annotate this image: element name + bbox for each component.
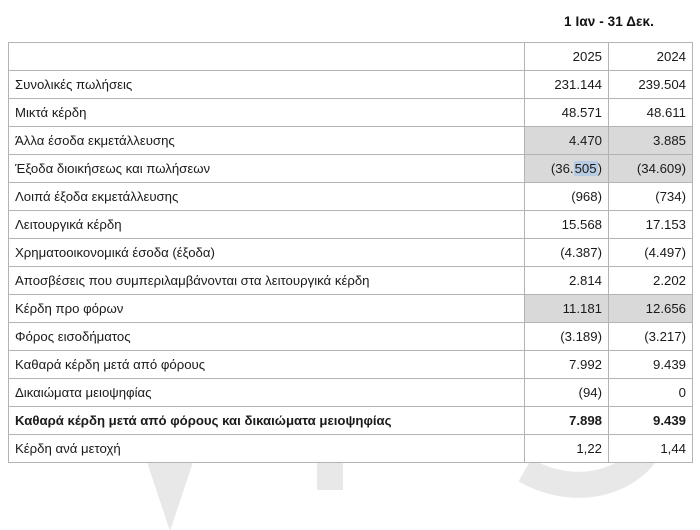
- period-header: [0, 0, 700, 42]
- row-label[interactable]: Έξοδα διοικήσεως και πωλήσεων: [9, 155, 525, 183]
- cell-2024[interactable]: 48.611: [609, 99, 693, 127]
- table-header-row: [9, 43, 693, 71]
- table-row[interactable]: [9, 99, 693, 127]
- cell-2024[interactable]: 2.202: [609, 267, 693, 295]
- row-label[interactable]: Καθαρά κέρδη μετά από φόρους: [9, 351, 525, 379]
- row-label[interactable]: Δικαιώματα μειοψηφίας: [9, 379, 525, 407]
- table-row[interactable]: [9, 127, 693, 155]
- cell-2025[interactable]: 11.181: [525, 295, 609, 323]
- row-label[interactable]: Λοιπά έξοδα εκμετάλλευσης: [9, 183, 525, 211]
- cell-2024[interactable]: 1,44: [609, 435, 693, 463]
- selected-text[interactable]: 505: [574, 161, 597, 176]
- row-label[interactable]: Κέρδη προ φόρων: [9, 295, 525, 323]
- table-row[interactable]: [9, 155, 693, 183]
- table-row[interactable]: [9, 239, 693, 267]
- cell-2024[interactable]: (4.497): [609, 239, 693, 267]
- row-label[interactable]: Λειτουργικά κέρδη: [9, 211, 525, 239]
- cell-2025[interactable]: (94): [525, 379, 609, 407]
- header-cell-label[interactable]: [9, 43, 525, 71]
- table-row[interactable]: [9, 71, 693, 99]
- cell-2025[interactable]: 48.571: [525, 99, 609, 127]
- cell-2025[interactable]: (36.505): [525, 155, 609, 183]
- financial-table: [8, 42, 693, 463]
- cell-2025[interactable]: 15.568: [525, 211, 609, 239]
- cell-2024[interactable]: (34.609): [609, 155, 693, 183]
- table-row[interactable]: [9, 351, 693, 379]
- table-row[interactable]: [9, 435, 693, 463]
- row-label[interactable]: Φόρος εισοδήματος: [9, 323, 525, 351]
- cell-2024[interactable]: 12.656: [609, 295, 693, 323]
- cell-2024[interactable]: 0: [609, 379, 693, 407]
- cell-2025[interactable]: 7.992: [525, 351, 609, 379]
- cell-2025[interactable]: 2.814: [525, 267, 609, 295]
- table-row[interactable]: [9, 183, 693, 211]
- table-row[interactable]: [9, 323, 693, 351]
- table-row[interactable]: [9, 295, 693, 323]
- cell-2024[interactable]: 3.885: [609, 127, 693, 155]
- cell-2025[interactable]: 231.144: [525, 71, 609, 99]
- cell-2025[interactable]: (968): [525, 183, 609, 211]
- cell-2025[interactable]: 4.470: [525, 127, 609, 155]
- row-label[interactable]: Συνολικές πωλήσεις: [9, 71, 525, 99]
- row-label[interactable]: Άλλα έσοδα εκμετάλλευσης: [9, 127, 525, 155]
- cell-2025[interactable]: (4.387): [525, 239, 609, 267]
- table-row[interactable]: [9, 407, 693, 435]
- table-header: [9, 43, 693, 71]
- row-label[interactable]: Μικτά κέρδη: [9, 99, 525, 127]
- cell-2024[interactable]: (3.217): [609, 323, 693, 351]
- row-label[interactable]: Αποσβέσεις που συμπεριλαμβάνονται στα λειτουργικά κέρδη: [9, 267, 525, 295]
- financial-table-container: [8, 42, 692, 463]
- cell-2025[interactable]: 1,22: [525, 435, 609, 463]
- cell-2024[interactable]: (734): [609, 183, 693, 211]
- row-label[interactable]: Κέρδη ανά μετοχή: [9, 435, 525, 463]
- cell-2024[interactable]: 9.439: [609, 351, 693, 379]
- table-body: [9, 71, 693, 463]
- cell-2024[interactable]: 17.153: [609, 211, 693, 239]
- cell-2024[interactable]: 9.439: [609, 407, 693, 435]
- cell-2024[interactable]: 239.504: [609, 71, 693, 99]
- table-row[interactable]: [9, 267, 693, 295]
- cell-2025[interactable]: 7.898: [525, 407, 609, 435]
- table-row[interactable]: [9, 211, 693, 239]
- header-cell-2024[interactable]: 2024: [609, 43, 693, 71]
- cell-2025[interactable]: (3.189): [525, 323, 609, 351]
- header-cell-2025[interactable]: 2025: [525, 43, 609, 71]
- row-label[interactable]: Καθαρά κέρδη μετά από φόρους και δικαιώματα μειοψηφίας: [9, 407, 525, 435]
- row-label[interactable]: Χρηματοοικονομικά έσοδα (έξοδα): [9, 239, 525, 267]
- table-row[interactable]: [9, 379, 693, 407]
- period-label: 1 Ιαν - 31 Δεκ.: [564, 13, 654, 29]
